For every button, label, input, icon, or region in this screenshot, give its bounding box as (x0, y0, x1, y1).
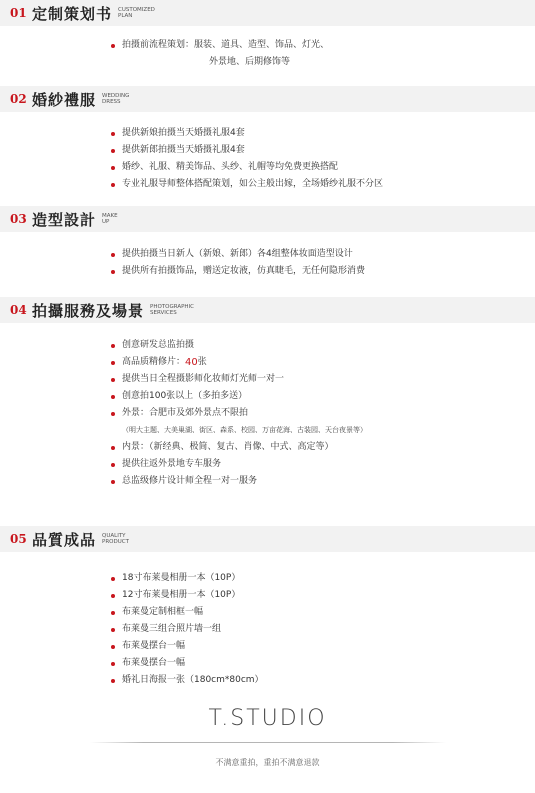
section-title: 造型設計 (32, 210, 97, 229)
list-item: 内景：（新经典、极简、复古、肖像、中式、高定等） (111, 439, 367, 456)
list-item: 提供新郎拍摄当天婚摄礼服4套 (111, 142, 383, 159)
section-list-02 (111, 125, 383, 193)
bullet-icon (111, 662, 115, 666)
list-item: 婚纱、礼服、精美饰品、头纱、礼帽等均免费更换搭配 (111, 159, 383, 176)
list-item: 布莱曼摆台一幅 (111, 655, 264, 672)
bullet-icon (111, 166, 115, 170)
bullet-icon (111, 270, 115, 274)
bullet-icon (111, 395, 115, 399)
bullet-icon (111, 253, 115, 257)
list-item: 提供当日全程摄影师化妆师灯光师一对一 (111, 371, 367, 388)
list-item: 高品质精修片： 40 张 (111, 354, 367, 371)
list-item: 提供往返外景地专车服务 (111, 456, 367, 473)
section-number: 05 (10, 532, 27, 546)
list-item: 外景地、后期修饰等 (209, 57, 291, 67)
bullet-icon (111, 628, 115, 632)
footer-slogan: 不满意重拍，重拍不满意退款 (215, 758, 320, 767)
bullet-icon (111, 132, 115, 136)
list-item: 外景：合肥市及郊外景点不限拍 (111, 405, 367, 422)
bullet-icon (111, 577, 115, 581)
list-item: 提供拍摄当日新人（新娘、新郎）各4组整体妆面造型设计 (111, 246, 365, 263)
section-number: 02 (10, 92, 27, 106)
section-title: 拍攝服務及場景 (32, 301, 145, 320)
list-item: 布莱曼定制相框一幅 (111, 604, 264, 621)
section-english-label: MAKE UP (102, 213, 118, 225)
bullet-icon (111, 446, 115, 450)
bullet-icon (111, 594, 115, 598)
section-number: 03 (10, 212, 27, 226)
list-item: 18寸布莱曼相册一本（10P） (111, 570, 264, 587)
bullet-icon (111, 378, 115, 382)
highlight-count: 40 (185, 357, 198, 368)
list-item: 布莱曼摆台一幅 (111, 638, 264, 655)
bullet-icon (111, 480, 115, 484)
bullet-icon (111, 149, 115, 153)
list-item: 专业礼服导师整体搭配策划，如公主般出嫁，全场婚纱礼服不分区 (111, 176, 383, 193)
section-header-04 (0, 297, 535, 323)
list-item: 总监级修片设计师全程一对一服务 (111, 473, 367, 490)
section-header-01 (0, 0, 535, 26)
section-english-label: QUALITY PRODUCT (102, 533, 129, 545)
list-item: 提供新娘拍摄当天婚摄礼服4套 (111, 125, 383, 142)
bullet-icon (111, 463, 115, 467)
list-item-note: （明大主题、大美巢湖、街区、森系、校园、万亩花海、古装园、天台夜景等） (122, 426, 367, 434)
bullet-icon (111, 611, 115, 615)
list-item: 拍摄前流程策划：服装、道具、造型、饰品、灯光、 (111, 37, 329, 54)
section-english-label: PHOTOGRAPHIC SERVICES (150, 304, 195, 316)
section-header-03 (0, 206, 535, 232)
section-title: 定制策划书 (32, 4, 113, 23)
list-item: 12寸布莱曼相册一本（10P） (111, 587, 264, 604)
list-item: 创意拍100张以上（多拍多送） (111, 388, 367, 405)
section-number: 01 (10, 6, 27, 20)
studio-logo: T.STUDIO (208, 706, 327, 731)
list-item: 创意研发总监拍摄 (111, 337, 367, 354)
bullet-icon (111, 412, 115, 416)
section-english-label: CUSTOMIZED PLAN (118, 7, 155, 19)
section-list-01 (111, 37, 329, 71)
bullet-icon (111, 361, 115, 365)
section-title: 品質成品 (32, 530, 97, 549)
section-list-03 (111, 246, 365, 280)
bullet-icon (111, 183, 115, 187)
list-item: 婚礼日海报一张（180cm*80cm） (111, 672, 264, 689)
list-item: 布莱曼三组合照片墙一组 (111, 621, 264, 638)
section-list-05 (111, 570, 264, 689)
section-list-04 (111, 337, 367, 490)
section-header-02 (0, 86, 535, 112)
list-item: 提供所有拍摄饰品，赠送定妆液，仿真睫毛，无任何隐形消费 (111, 263, 365, 280)
bullet-icon (111, 44, 115, 48)
section-number: 04 (10, 303, 27, 317)
footer-divider (90, 742, 446, 743)
bullet-icon (111, 645, 115, 649)
bullet-icon (111, 344, 115, 348)
section-header-05 (0, 526, 535, 552)
bullet-icon (111, 679, 115, 683)
section-title: 婚紗禮服 (32, 90, 97, 109)
section-english-label: WEDDING DRESS (102, 93, 130, 105)
